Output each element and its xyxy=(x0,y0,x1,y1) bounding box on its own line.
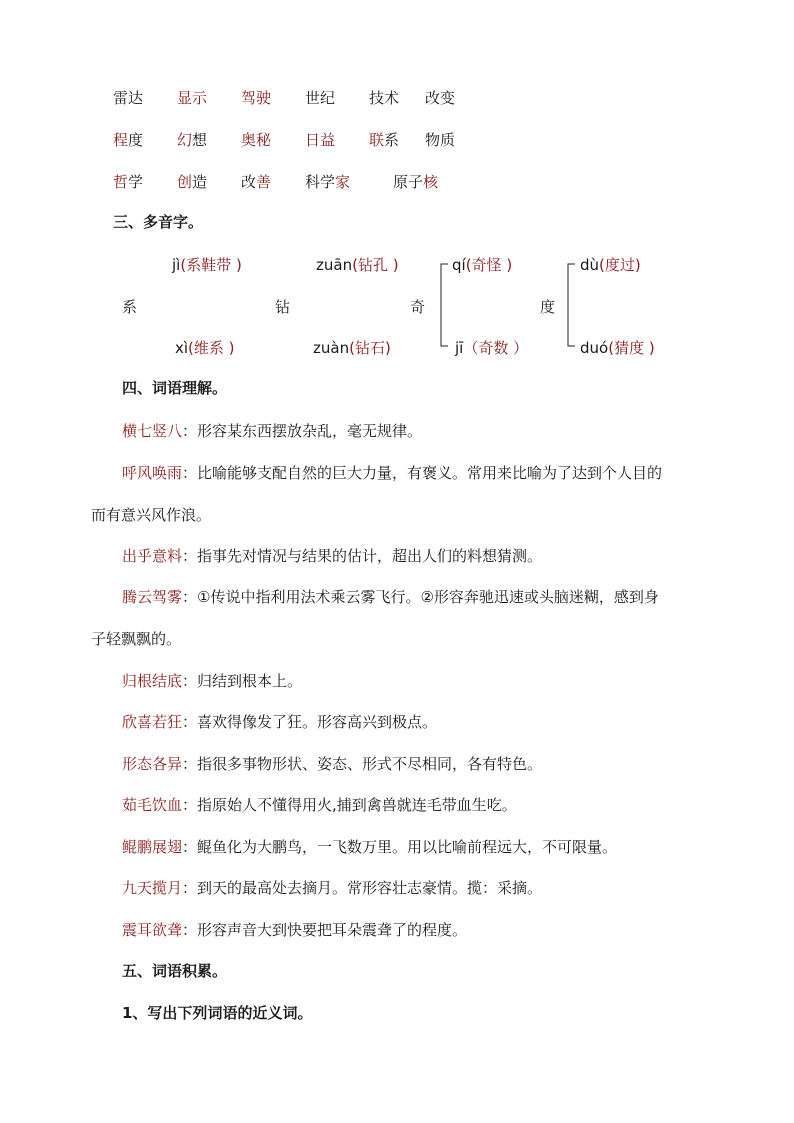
word-item: 显示 xyxy=(177,89,208,107)
word-item: 创造 xyxy=(177,173,208,191)
polyphone-char-du: 度 xyxy=(540,298,556,316)
definition-text: ：形容声音大到快要把耳朵震聋了的程度。 xyxy=(182,921,468,939)
word-item: 原子核 xyxy=(393,173,439,191)
word-item: 奥秘 xyxy=(241,131,272,149)
polyphone-char-zuan: 钻 xyxy=(275,298,291,316)
definition-continuation: 而有意兴风作浪。 xyxy=(91,506,212,524)
polyphone-qi-top: qí(奇怪 ) xyxy=(452,256,513,274)
polyphone-qi-bottom: jī（奇数 ） xyxy=(455,339,529,357)
word-item: 驾驶 xyxy=(241,89,272,107)
definition-entry xyxy=(122,421,422,441)
definition-text: ：形容某东西摆放杂乱，毫无规律。 xyxy=(182,422,423,440)
word-item: 改变 xyxy=(425,89,456,107)
definition-term: 鲲鹏展翅 xyxy=(122,838,183,856)
word-item: 哲学 xyxy=(113,173,144,191)
definition-text: ：归结到根本上。 xyxy=(182,672,303,690)
word-item: 科学家 xyxy=(305,173,351,191)
definition-entry xyxy=(122,754,542,774)
definition-entry xyxy=(122,712,437,732)
polyphone-xi-top: jì(系鞋带 ) xyxy=(172,256,242,274)
definition-term: 腾云驾雾 xyxy=(122,588,183,606)
bracket-du xyxy=(568,264,575,346)
definition-entry xyxy=(122,920,467,940)
definition-term: 欣喜若狂 xyxy=(122,713,183,731)
word-item: 幻想 xyxy=(177,131,208,149)
word-item: 联系 xyxy=(369,131,400,149)
definition-entry xyxy=(122,463,662,483)
definition-text: ：①传说中指利用法术乘云雾飞行。②形容奔驰迅速或头脑迷糊，感到身 xyxy=(182,588,659,606)
section4-heading: 四、词语理解。 xyxy=(122,379,228,397)
definition-term: 形态各异 xyxy=(122,755,183,773)
definition-entry xyxy=(122,671,302,691)
definition-entry xyxy=(122,795,517,815)
word-item: 雷达 xyxy=(113,89,144,107)
word-item: 技术 xyxy=(369,89,400,107)
polyphone-char-qi: 奇 xyxy=(410,298,426,316)
section5-heading: 五、词语积累。 xyxy=(122,962,228,980)
definition-entry xyxy=(122,587,659,607)
definition-term: 呼风唤雨 xyxy=(122,464,183,482)
section5-subheading: 1、写出下列词语的近义词。 xyxy=(122,1004,313,1022)
definition-term: 横七竖八 xyxy=(122,422,183,440)
polyphone-du-top: dù(度过) xyxy=(580,256,641,274)
definition-entry xyxy=(122,878,542,898)
word-item: 日益 xyxy=(305,131,336,149)
definition-text: ：鲲鱼化为大鹏鸟，一飞数万里。用以比喻前程远大，不可限量。 xyxy=(182,838,618,856)
polyphone-zuan-bottom: zuàn(钻石) xyxy=(313,339,391,357)
definition-continuation: 子轻飘飘的。 xyxy=(91,630,182,648)
word-item: 程度 xyxy=(113,131,144,149)
word-item: 改善 xyxy=(241,173,272,191)
definition-term: 归根结底 xyxy=(122,672,183,690)
definition-term: 九天揽月 xyxy=(122,879,183,897)
word-item: 物质 xyxy=(425,131,456,149)
word-item: 世纪 xyxy=(305,89,336,107)
definition-term: 茹毛饮血 xyxy=(122,796,183,814)
definition-text: ：到天的最高处去摘月。常形容壮志豪情。揽：采摘。 xyxy=(182,879,543,897)
definition-text: ：比喻能够支配自然的巨大力量，有褒义。常用来比喻为了达到个人目的 xyxy=(182,464,663,482)
polyphone-du-bottom: duó(猜度 ) xyxy=(580,339,655,357)
definition-text: ：指事先对情况与结果的估计，超出人们的料想猜测。 xyxy=(182,547,543,565)
definition-entry xyxy=(122,837,617,857)
polyphone-zuan-top: zuān(钻孔 ) xyxy=(316,256,399,274)
definition-entry xyxy=(122,546,542,566)
definition-text: ：指很多事物形状、姿态、形式不尽相同，各有特色。 xyxy=(182,755,543,773)
section3-heading: 三、多音字。 xyxy=(113,213,204,231)
definition-term: 震耳欲聋 xyxy=(122,921,183,939)
definition-text: ：指原始人不懂得用火,捕到禽兽就连毛带血生吃。 xyxy=(182,796,517,814)
bracket-qi xyxy=(441,264,448,346)
definition-text: ：喜欢得像发了狂。形容高兴到极点。 xyxy=(182,713,438,731)
polyphone-char-xi: 系 xyxy=(122,298,138,316)
polyphone-xi-bottom: xì(维系 ) xyxy=(175,339,235,357)
definition-term: 出乎意料 xyxy=(122,547,183,565)
